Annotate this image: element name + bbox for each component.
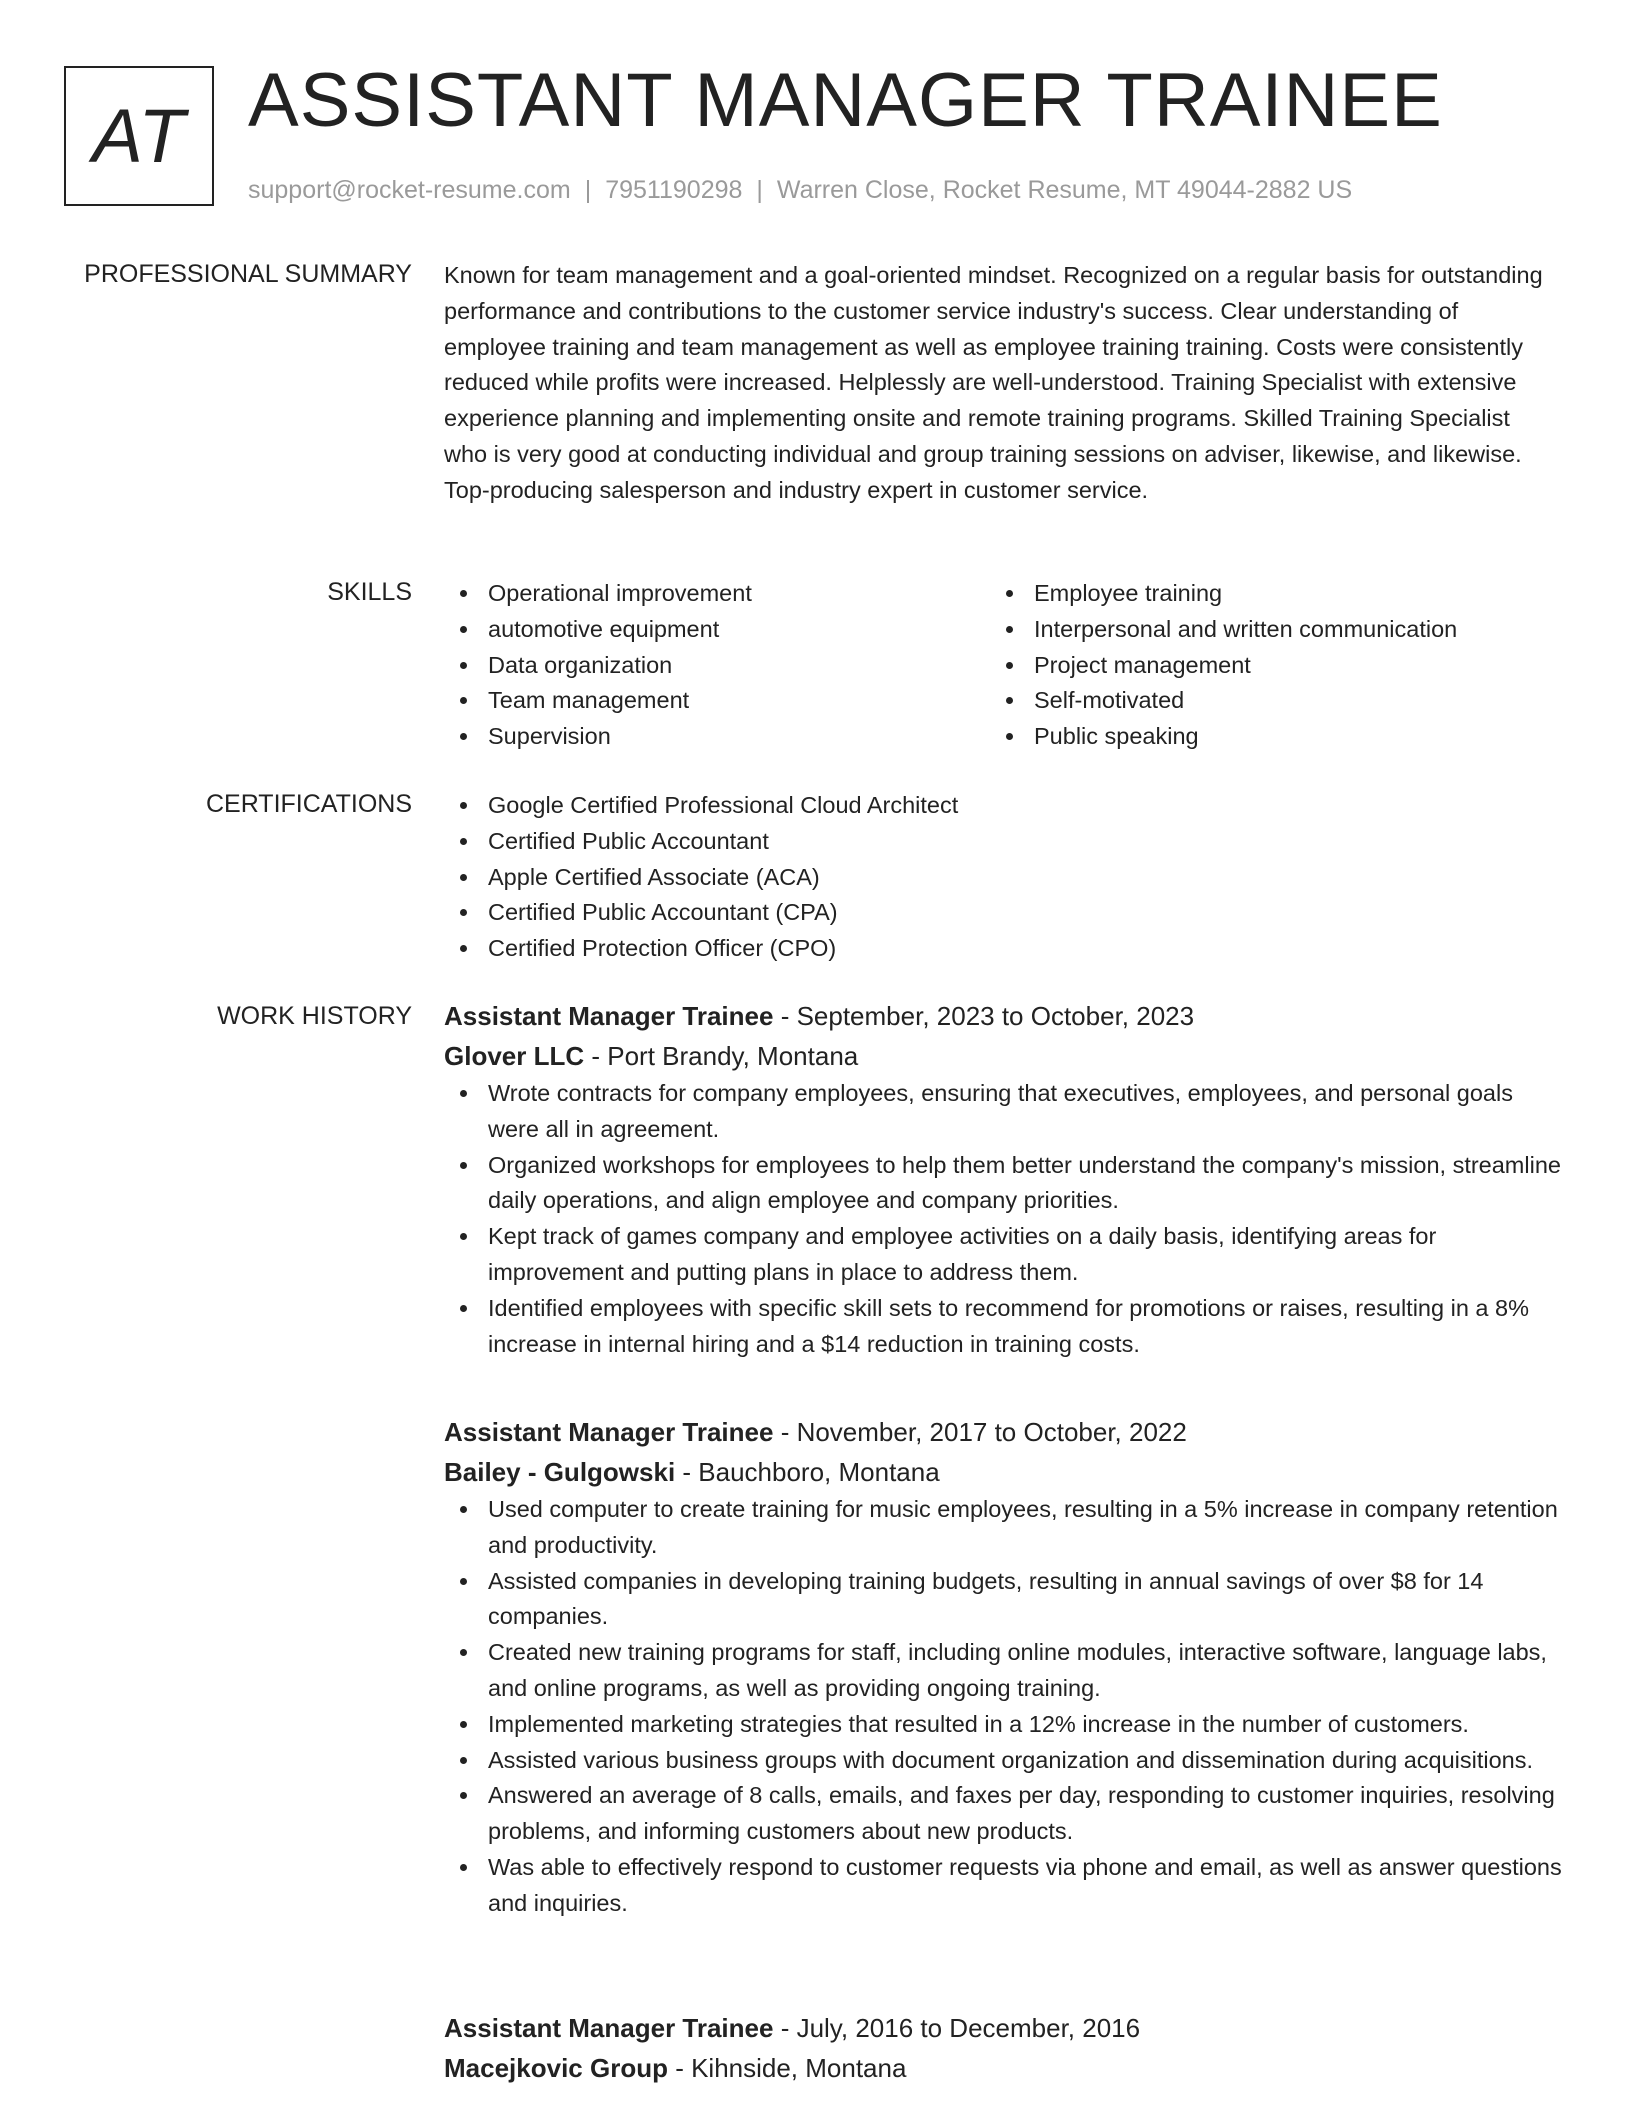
certifications-list [444,788,1564,967]
resume-title: ASSISTANT MANAGER TRAINEE [248,58,1443,143]
job-dates: - November, 2017 to October, 2022 [773,1417,1187,1447]
summary-text: Known for team management and a goal-oriented mindset. Recognized on a regular basis for outstanding performance and contributions to the customer service industry's success. Clear understanding of employee training and team management as well as employee training training. Costs were consistently reduced while profits were increased. Helplessly are well-understood. Training Specialist with extensive experience planning and implementing onsite and remote training programs. Skilled Training Specialist who is very good at conducting individual and group training sessions on adviser, likewise, and likewise. Top-producing salesperson and industry expert in customer service. [444,262,1543,503]
list-item: Certified Protection Officer (CPO) [444,931,1564,967]
list-item: Kept track of games company and employee activities on a daily basis, identifying areas for improvement and putting plans in place to address them. [444,1219,1564,1291]
list-item: Employee training [990,576,1550,612]
skills-column-right [990,576,1550,755]
job-company: Bailey - Gulgowski [444,1457,676,1487]
list-item: Self-motivated [990,683,1550,719]
list-item: Created new training programs for staff, including online modules, interactive software, language labs, and online programs, as well as providing ongoing training. [444,1635,1564,1707]
list-item: Used computer to create training for music employees, resulting in a 5% increase in company retention and productivity. [444,1492,1564,1564]
list-item: Operational improvement [444,576,990,612]
contact-address: Warren Close, Rocket Resume, MT 49044-2882 US [776,176,1353,204]
section-label-work-history: WORK HISTORY [217,1002,412,1030]
monogram-badge: AT [64,66,214,206]
job-title: Assistant Manager Trainee [444,2013,774,2043]
job-location: - Port Brandy, Montana [584,1041,859,1071]
job-dates: - September, 2023 to October, 2023 [773,1001,1195,1031]
job-entry [444,996,1564,1362]
job-location: - Kihnside, Montana [667,2053,907,2083]
list-item: Wrote contracts for company employees, ensuring that executives, employees, and personal goals were all in agreement. [444,1076,1564,1148]
job-title: Assistant Manager Trainee [444,1417,774,1447]
job-title-line [444,996,1564,1036]
job-company-line [444,1036,1564,1076]
job-company: Glover LLC [444,1041,585,1071]
list-item: Assisted companies in developing training budgets, resulting in annual savings of over $8 for 14 companies. [444,1564,1564,1636]
section-label-skills: SKILLS [327,578,412,606]
list-item: Google Certified Professional Cloud Architect [444,788,1564,824]
list-item: Certified Public Accountant [444,824,1564,860]
job-title-line [444,2008,1564,2048]
contact-email: support@rocket-resume.com [248,176,571,204]
list-item: Organized workshops for employees to help them better understand the company's mission, streamline daily operations, and align employee and company priorities. [444,1148,1564,1220]
job-entry [444,1412,1564,1922]
job-dates: - July, 2016 to December, 2016 [773,2013,1141,2043]
job-entry [444,2008,1564,2088]
list-item: Answered an average of 8 calls, emails, and faxes per day, responding to customer inquiries, resolving problems, and informing customers about new products. [444,1778,1564,1850]
job-title: Assistant Manager Trainee [444,1001,774,1031]
job-title-line [444,1412,1564,1452]
job-duties [444,1076,1564,1362]
contact-separator: | [756,176,763,204]
list-item: Certified Public Accountant (CPA) [444,895,1564,931]
section-label-certifications: CERTIFICATIONS [205,790,412,818]
job-company: Macejkovic Group [444,2053,668,2083]
section-label-summary: PROFESSIONAL SUMMARY [84,260,412,288]
contact-separator: | [584,176,592,204]
list-item: Supervision [444,719,990,755]
list-item: Public speaking [990,719,1550,755]
list-item: Data organization [444,648,990,684]
job-location: - Bauchboro, Montana [675,1457,940,1487]
skills-column-left [444,576,990,755]
job-duties [444,1492,1564,1922]
list-item: Identified employees with specific skill sets to recommend for promotions or raises, resulting in a 8% increase in internal hiring and a $14 reduction in training costs. [444,1291,1564,1363]
job-company-line [444,2048,1564,2088]
list-item: Implemented marketing strategies that resulted in a 12% increase in the number of customers. [444,1707,1564,1743]
list-item: Team management [444,683,990,719]
contact-line [248,174,1352,206]
list-item: Assisted various business groups with document organization and dissemination during acquisitions. [444,1743,1564,1779]
job-company-line [444,1452,1564,1492]
contact-phone: 7951190298 [605,176,743,204]
list-item: Apple Certified Associate (ACA) [444,860,1564,896]
list-item: Was able to effectively respond to customer requests via phone and email, as well as answer questions and inquiries. [444,1850,1564,1922]
list-item: Interpersonal and written communication [990,612,1550,648]
skills-list [444,576,1564,755]
list-item: automotive equipment [444,612,990,648]
list-item: Project management [990,648,1550,684]
